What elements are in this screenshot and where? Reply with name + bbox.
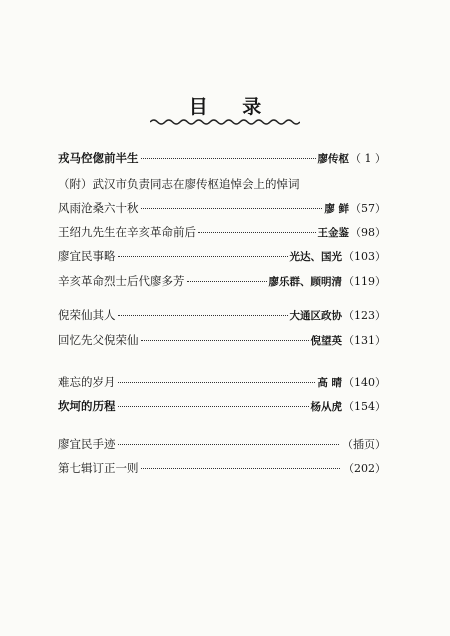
toc-entry-page: （98） xyxy=(350,226,386,239)
leader-dots xyxy=(141,208,323,209)
toc-entry-author: 大通区政协 xyxy=(289,310,342,322)
toc-entry[interactable] xyxy=(58,374,386,390)
toc-entry[interactable] xyxy=(58,436,386,452)
leader-dots xyxy=(141,340,309,341)
toc-entry-author: 廖乐群、顾明清 xyxy=(268,276,342,288)
toc-entry-author: 高 晴 xyxy=(317,377,342,389)
toc-entry-page: （140） xyxy=(343,376,386,389)
toc-entry-page: （ 1 ） xyxy=(350,152,386,165)
toc-entry-title: 辛亥革命烈士后代廖多芳 xyxy=(58,274,185,288)
leader-dots xyxy=(118,382,316,383)
leader-dots xyxy=(118,256,288,257)
title-underline-ornament xyxy=(150,118,300,126)
toc-entry-page: （插页） xyxy=(342,438,386,451)
toc-entry[interactable] xyxy=(58,150,386,166)
toc-entry-title: 倪荣仙其人 xyxy=(58,308,116,322)
toc-subnote: （附）武汉市负责同志在廖传枢追悼会上的悼词 xyxy=(58,177,300,191)
toc-entry-title: 回忆先父倪荣仙 xyxy=(58,333,139,347)
toc-entry-author: 廖 鲜 xyxy=(324,203,349,215)
toc-entry[interactable] xyxy=(58,332,386,348)
toc-entry-author: 王金鉴 xyxy=(317,227,349,239)
toc-entry[interactable] xyxy=(58,224,386,240)
toc-entry-page: （154） xyxy=(343,400,386,413)
toc-entry-page: （57） xyxy=(350,202,386,215)
leader-dots xyxy=(118,406,309,407)
toc-entry-title: 第七辑订正一则 xyxy=(58,461,139,475)
toc-entry[interactable] xyxy=(58,200,386,216)
toc-entry-page: （103） xyxy=(343,250,386,263)
toc-entry[interactable] xyxy=(58,460,386,476)
toc-entry-author: 杨从虎 xyxy=(310,401,342,413)
leader-dots xyxy=(198,232,316,233)
toc-entry-title: 坎坷的历程 xyxy=(58,399,116,413)
toc-entry-title: 廖宜民事略 xyxy=(58,249,116,263)
toc-entry-title: 风雨沧桑六十秋 xyxy=(58,201,139,215)
toc-entry-title: 王绍九先生在辛亥革命前后 xyxy=(58,225,196,239)
toc-entry-page: （202） xyxy=(343,462,386,475)
leader-dots xyxy=(141,158,316,159)
toc-entry-author: 廖传枢 xyxy=(317,153,349,165)
toc-entry-author: 光达、国光 xyxy=(289,251,342,263)
toc-entry-author: 倪望英 xyxy=(310,335,342,347)
toc-entry-title: 难忘的岁月 xyxy=(58,375,116,389)
toc-entry-page: （131） xyxy=(343,334,386,347)
toc-entry[interactable] xyxy=(58,398,386,414)
leader-dots xyxy=(187,281,267,282)
page-title: 目 录 xyxy=(188,96,276,118)
leader-dots xyxy=(118,444,340,445)
toc-entry-page: （123） xyxy=(343,309,386,322)
leader-dots xyxy=(141,468,341,469)
toc-entry[interactable] xyxy=(58,248,386,264)
toc-entry-page: （119） xyxy=(343,275,386,288)
toc-entry[interactable] xyxy=(58,273,386,289)
toc-entry[interactable] xyxy=(58,307,386,323)
toc-entry-title: 廖宜民手迹 xyxy=(58,437,116,451)
toc-entry-title: 戎马倥偬前半生 xyxy=(58,151,139,165)
leader-dots xyxy=(118,315,288,316)
